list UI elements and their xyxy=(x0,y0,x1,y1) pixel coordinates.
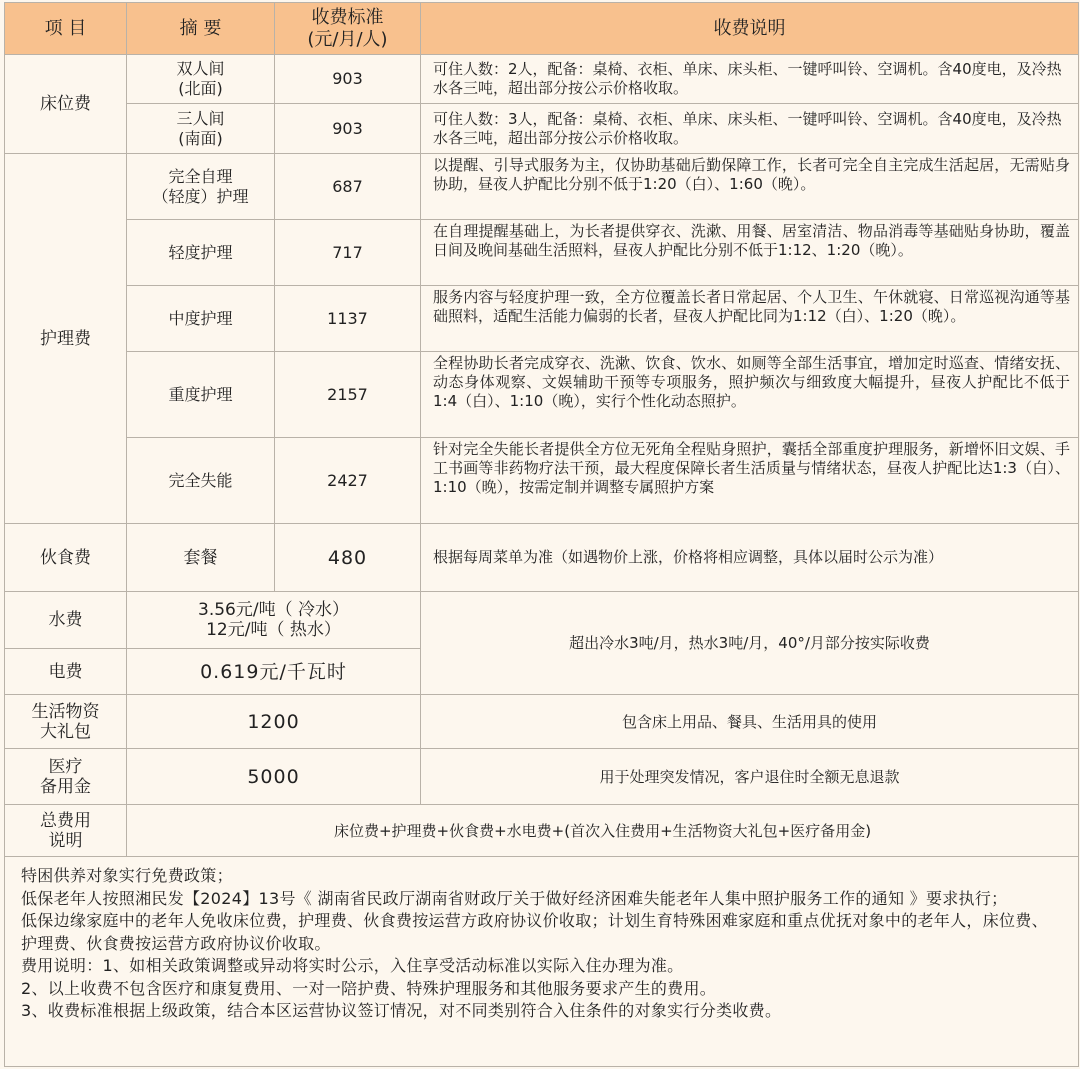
notes-row xyxy=(5,857,1079,1067)
header-row xyxy=(5,3,1079,55)
care-level: 中度护理 xyxy=(127,286,275,352)
supplies-category xyxy=(5,695,127,749)
medical-category-line1: 医疗 xyxy=(48,756,83,777)
care-note: 针对完全失能长者提供全方位无死角全程贴身照护，囊括全部重度护理服务，新增怀旧文娱、手工书画等非药物疗法干预，最大程度保障长者生活质量与情绪状态，昼夜人护配比达1:3（白）、1:10（晚），按需定制并调整专属照护方案 xyxy=(421,438,1079,524)
policy-notes xyxy=(5,857,1079,1067)
supplies-category-line2: 大礼包 xyxy=(40,721,91,742)
food-price: 480 xyxy=(275,524,421,592)
care-level-cell xyxy=(127,154,275,220)
electric-fee-category: 电费 xyxy=(5,649,127,695)
header-summary: 摘 要 xyxy=(127,3,275,55)
total-formula: 床位费+护理费+伙食费+水电费+(首次入住费用+生活物资大礼包+医疗备用金) xyxy=(127,805,1079,857)
total-category xyxy=(5,805,127,857)
note-line: 低保边缘家庭中的老年人免收床位费，护理费、伙食费按运营方政府协议价收取；计划生育特殊困难家庭和重点优抚对象中的老年人，床位费、护理费、伙食费按运营方政府协议价收取。 xyxy=(21,911,1048,953)
care-note: 在自理提醒基础上，为长者提供穿衣、洗漱、用餐、居室清洁、物品消毒等基础贴身协助，覆盖日间及晚间基础生活照料，昼夜人护配比分别不低于1:12、1:20（晚）。 xyxy=(421,220,1079,286)
room-type: 三人间 xyxy=(176,108,225,128)
total-category-line2: 说明 xyxy=(48,830,83,851)
water-fee-category: 水费 xyxy=(5,592,127,649)
bed-note: 可住人数：2人，配备：桌椅、衣柜、单床、床头柜、一键呼叫铃、空调机。含40度电，及冷热水各三吨，超出部分按公示价格收取。 xyxy=(421,55,1079,104)
note-line: 2、以上收费不包含医疗和康复费用、一对一陪护费、特殊护理服务和其他服务要求产生的费用。 xyxy=(21,978,717,998)
header-standard-line2: (元/月/人) xyxy=(307,28,388,50)
food-note: 根据每周菜单为准（如遇物价上涨，价格将相应调整，具体以届时公示为准） xyxy=(421,524,1079,592)
header-standard-line1: 收费标准 xyxy=(311,6,384,28)
table-row xyxy=(5,104,1079,154)
table-row xyxy=(5,154,1079,220)
price-cell: 717 xyxy=(275,220,421,286)
water-price-hot: 12元/吨（ 热水） xyxy=(206,620,341,640)
room-orientation: (北面) xyxy=(178,79,223,98)
fee-table xyxy=(4,2,1079,1067)
table-row xyxy=(5,55,1079,104)
care-note: 服务内容与轻度护理一致，全方位覆盖长者日常起居、个人卫生、午休就寝、日常巡视沟通等基础照料，适配生活能力偏弱的长者，昼夜人护配比同为1:12（白）、1:20（晚）。 xyxy=(421,286,1079,352)
table-row xyxy=(5,592,1079,649)
medical-note: 用于处理突发情况，客户退住时全额无息退款 xyxy=(421,749,1079,805)
price-cell: 2157 xyxy=(275,352,421,438)
care-fee-category: 护理费 xyxy=(5,154,127,524)
food-summary: 套餐 xyxy=(127,524,275,592)
room-type-cell xyxy=(127,55,275,104)
care-note: 全程协助长者完成穿衣、洗漱、饮食、饮水、如厕等全部生活事宜，增加定时巡查、情绪安抚、动态身体观察、文娱辅助干预等专项服务，照护频次与细致度大幅提升，昼夜人护配比不低于1:4（白）、1:10（晚），实行个性化动态照护。 xyxy=(421,352,1079,438)
room-orientation: (南面) xyxy=(178,128,223,148)
medical-category-line2: 备用金 xyxy=(40,776,91,797)
supplies-note: 包含床上用品、餐具、生活用具的使用 xyxy=(421,695,1079,749)
table-row xyxy=(5,805,1079,857)
utility-note: 超出冷水3吨/月，热水3吨/月，40°/月部分按实际收费 xyxy=(421,592,1079,695)
room-type-cell xyxy=(127,104,275,154)
bed-note: 可住人数：3人，配备：桌椅、衣柜、单床、床头柜、一键呼叫铃、空调机。含40度电，及冷热水各三吨，超出部分按公示价格收取。 xyxy=(421,104,1079,154)
table-row xyxy=(5,695,1079,749)
total-category-line1: 总费用 xyxy=(40,810,91,831)
note-line: 费用说明：1、如相关政策调整或异动将实时公示，入住享受活动标准以实际入住办理为准。 xyxy=(21,956,684,975)
note-line: 低保老年人按照湘民发【2024】13号《 湖南省民政厅湖南省财政厅关于做好经济困难失能老年人集中照护服务工作的通知 》要求执行； xyxy=(21,888,1008,908)
care-level: 轻度护理 xyxy=(127,220,275,286)
price-cell: 903 xyxy=(275,104,421,154)
care-level: 完全失能 xyxy=(127,438,275,524)
care-level: 完全自理 xyxy=(168,166,233,186)
supplies-category-line1: 生活物资 xyxy=(31,701,100,722)
care-level-sub: （轻度）护理 xyxy=(152,186,249,206)
header-item: 项 目 xyxy=(5,3,127,55)
electric-price: 0.619元/千瓦时 xyxy=(127,649,421,695)
table-row xyxy=(5,524,1079,592)
header-standard xyxy=(275,3,421,55)
table-row xyxy=(5,438,1079,524)
supplies-price: 1200 xyxy=(127,695,421,749)
price-cell: 903 xyxy=(275,55,421,104)
price-cell: 1137 xyxy=(275,286,421,352)
medical-category xyxy=(5,749,127,805)
table-row xyxy=(5,749,1079,805)
care-level: 重度护理 xyxy=(127,352,275,438)
care-note: 以提醒、引导式服务为主，仅协助基础后勤保障工作，长者可完全自主完成生活起居，无需贴身协助，昼夜人护配比分别不低于1:20（白）、1:60（晚）。 xyxy=(421,154,1079,220)
food-fee-category: 伙食费 xyxy=(5,524,127,592)
table-row xyxy=(5,220,1079,286)
price-cell: 2427 xyxy=(275,438,421,524)
price-cell: 687 xyxy=(275,154,421,220)
table-row xyxy=(5,352,1079,438)
header-notes: 收费说明 xyxy=(421,3,1079,55)
medical-price: 5000 xyxy=(127,749,421,805)
room-type: 双人间 xyxy=(176,59,225,78)
bed-fee-category: 床位费 xyxy=(5,55,127,154)
table-row xyxy=(5,286,1079,352)
water-price-cold: 3.56元/吨（ 冷水） xyxy=(198,600,349,620)
water-price-cell xyxy=(127,592,421,649)
note-line: 特困供养对象实行免费政策； xyxy=(21,866,233,885)
note-line: 3、收费标准根据上级政策，结合本区运营协议签订情况，对不同类别符合入住条件的对象实行分类收费。 xyxy=(21,1001,782,1020)
